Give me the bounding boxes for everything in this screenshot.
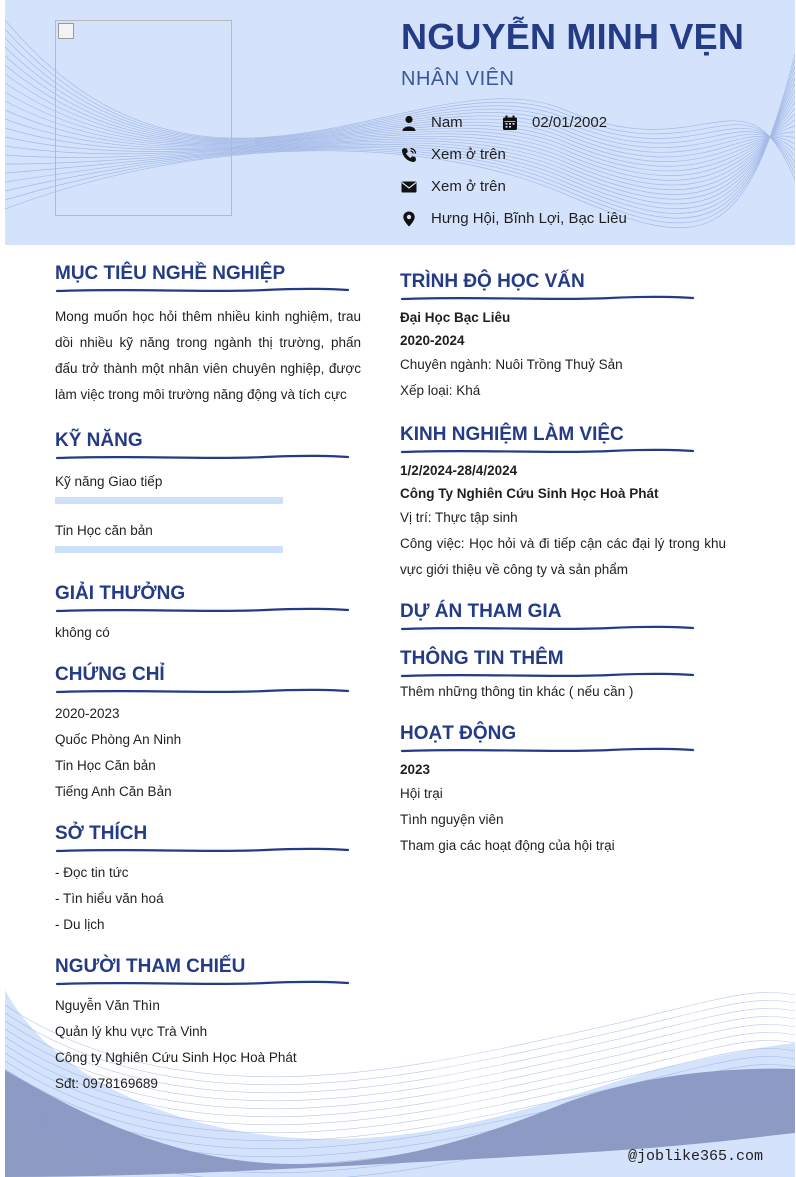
phone-row [401, 146, 506, 163]
address-row [401, 210, 627, 227]
section-title-education: TRÌNH ĐỘ HỌC VẤN [400, 271, 585, 292]
section-title-objective: MỤC TIÊU NGHỀ NGHIỆP [55, 263, 286, 284]
email-value: Xem ở trên [431, 178, 506, 195]
awards-text: không có [55, 625, 110, 640]
envelope-icon [401, 179, 417, 195]
header [5, 0, 795, 245]
education-major: Chuyên ngành: Nuôi Trồng Thuỷ Sản [400, 357, 623, 372]
certificate-line: Quốc Phòng An Ninh [55, 732, 182, 747]
section-title-projects: DỰ ÁN THAM GIA [400, 601, 562, 622]
section-underline [400, 294, 695, 302]
job-title: NHÂN VIÊN [401, 68, 515, 90]
watermark: @joblike365.com [627, 1148, 763, 1165]
section-underline [55, 453, 350, 461]
left-column [55, 263, 361, 1097]
education-section [400, 271, 726, 404]
candidate-name: NGUYỄN MINH VẸN [401, 16, 745, 57]
section-underline [55, 606, 350, 614]
activity-year: 2023 [400, 762, 431, 777]
extra-info-section [400, 648, 726, 705]
dob-row [502, 114, 607, 131]
section-underline [400, 447, 695, 455]
section-underline [55, 846, 350, 854]
activities-section [400, 723, 726, 859]
email-row [401, 178, 506, 195]
gender-row [401, 114, 463, 131]
certificate-line: Tiếng Anh Căn Bản [55, 784, 172, 799]
activity-line: Hội trại [400, 786, 443, 801]
right-column [400, 271, 726, 859]
section-title-activities: HOẠT ĐỘNG [400, 723, 517, 744]
user-icon [401, 115, 417, 131]
skill-level-bar [55, 497, 283, 504]
section-title-experience: KINH NGHIỆM LÀM VIỆC [400, 424, 624, 445]
section-underline [400, 671, 695, 679]
education-years: 2020-2024 [400, 333, 465, 348]
section-title-skills: KỸ NĂNG [55, 430, 143, 451]
experience-period: 1/2/2024-28/4/2024 [400, 463, 518, 478]
cv-page [5, 0, 795, 1177]
references-section [55, 956, 361, 1097]
certificate-line: 2020-2023 [55, 706, 120, 721]
activity-line: Tình nguyện viên [400, 812, 504, 827]
section-underline [400, 624, 695, 632]
hobby-line: - Du lịch [55, 917, 105, 932]
objective-section [55, 263, 361, 408]
certificate-line: Tin Học Căn bản [55, 758, 156, 773]
gender-value: Nam [431, 114, 463, 131]
broken-image-icon [58, 23, 74, 39]
calendar-icon [502, 115, 518, 131]
extra-info-text: Thêm những thông tin khác ( nếu cần ) [400, 684, 634, 699]
skill-label: Kỹ năng Giao tiếp [55, 474, 163, 489]
education-grade: Xếp loại: Khá [400, 383, 481, 398]
certificates-section [55, 664, 361, 805]
education-school: Đại Học Bạc Liêu [400, 310, 511, 325]
reference-line: Sđt: 0978169689 [55, 1076, 158, 1091]
hobbies-section [55, 823, 361, 938]
address-value: Hưng Hội, Bĩnh Lợi, Bạc Liêu [431, 210, 627, 227]
reference-line: Công ty Nghiên Cứu Sinh Học Hoà Phát [55, 1050, 297, 1065]
reference-line: Nguyễn Văn Thìn [55, 998, 160, 1013]
map-pin-icon [401, 211, 417, 227]
skills-section [55, 430, 361, 553]
experience-company: Công Ty Nghiên Cứu Sinh Học Hoà Phát [400, 486, 659, 501]
experience-section [400, 424, 726, 583]
dob-value: 02/01/2002 [532, 114, 608, 131]
section-underline [55, 286, 350, 294]
projects-section [400, 601, 726, 632]
experience-description: Công việc: Học hỏi và đi tiếp cận các đại lý trong khu vực giới thiệu về công ty và sản phẩm [400, 536, 726, 577]
hobby-line: - Tìn hiểu văn hoá [55, 891, 164, 906]
section-title-hobbies: SỞ THÍCH [55, 823, 148, 844]
objective-text: Mong muốn học hỏi thêm nhiều kinh nghiệm, trau dồi nhiều kỹ năng trong ngành thị trường, phấn đấu trở thành một nhân viên chuyên nghiệp, được làm việc trong môi trường năng động và tích cực [55, 309, 361, 402]
section-title-extra-info: THÔNG TIN THÊM [400, 648, 564, 669]
reference-line: Quản lý khu vực Trà Vinh [55, 1024, 208, 1039]
section-underline [55, 687, 350, 695]
hobby-line: - Đọc tin tức [55, 865, 129, 880]
section-underline [55, 979, 350, 987]
phone-value: Xem ở trên [431, 146, 506, 163]
skill-level-bar [55, 546, 283, 553]
phone-icon [401, 147, 417, 163]
section-title-awards: GIẢI THƯỞNG [55, 583, 186, 604]
section-title-references: NGƯỜI THAM CHIẾU [55, 956, 246, 977]
activity-line: Tham gia các hoạt động của hội trại [400, 838, 615, 853]
profile-photo [55, 20, 232, 216]
skill-label: Tin Học căn bản [55, 523, 153, 538]
section-title-certificates: CHỨNG CHỈ [55, 664, 165, 685]
section-underline [400, 746, 695, 754]
awards-section [55, 583, 361, 646]
experience-position: Vị trí: Thực tập sinh [400, 510, 518, 525]
